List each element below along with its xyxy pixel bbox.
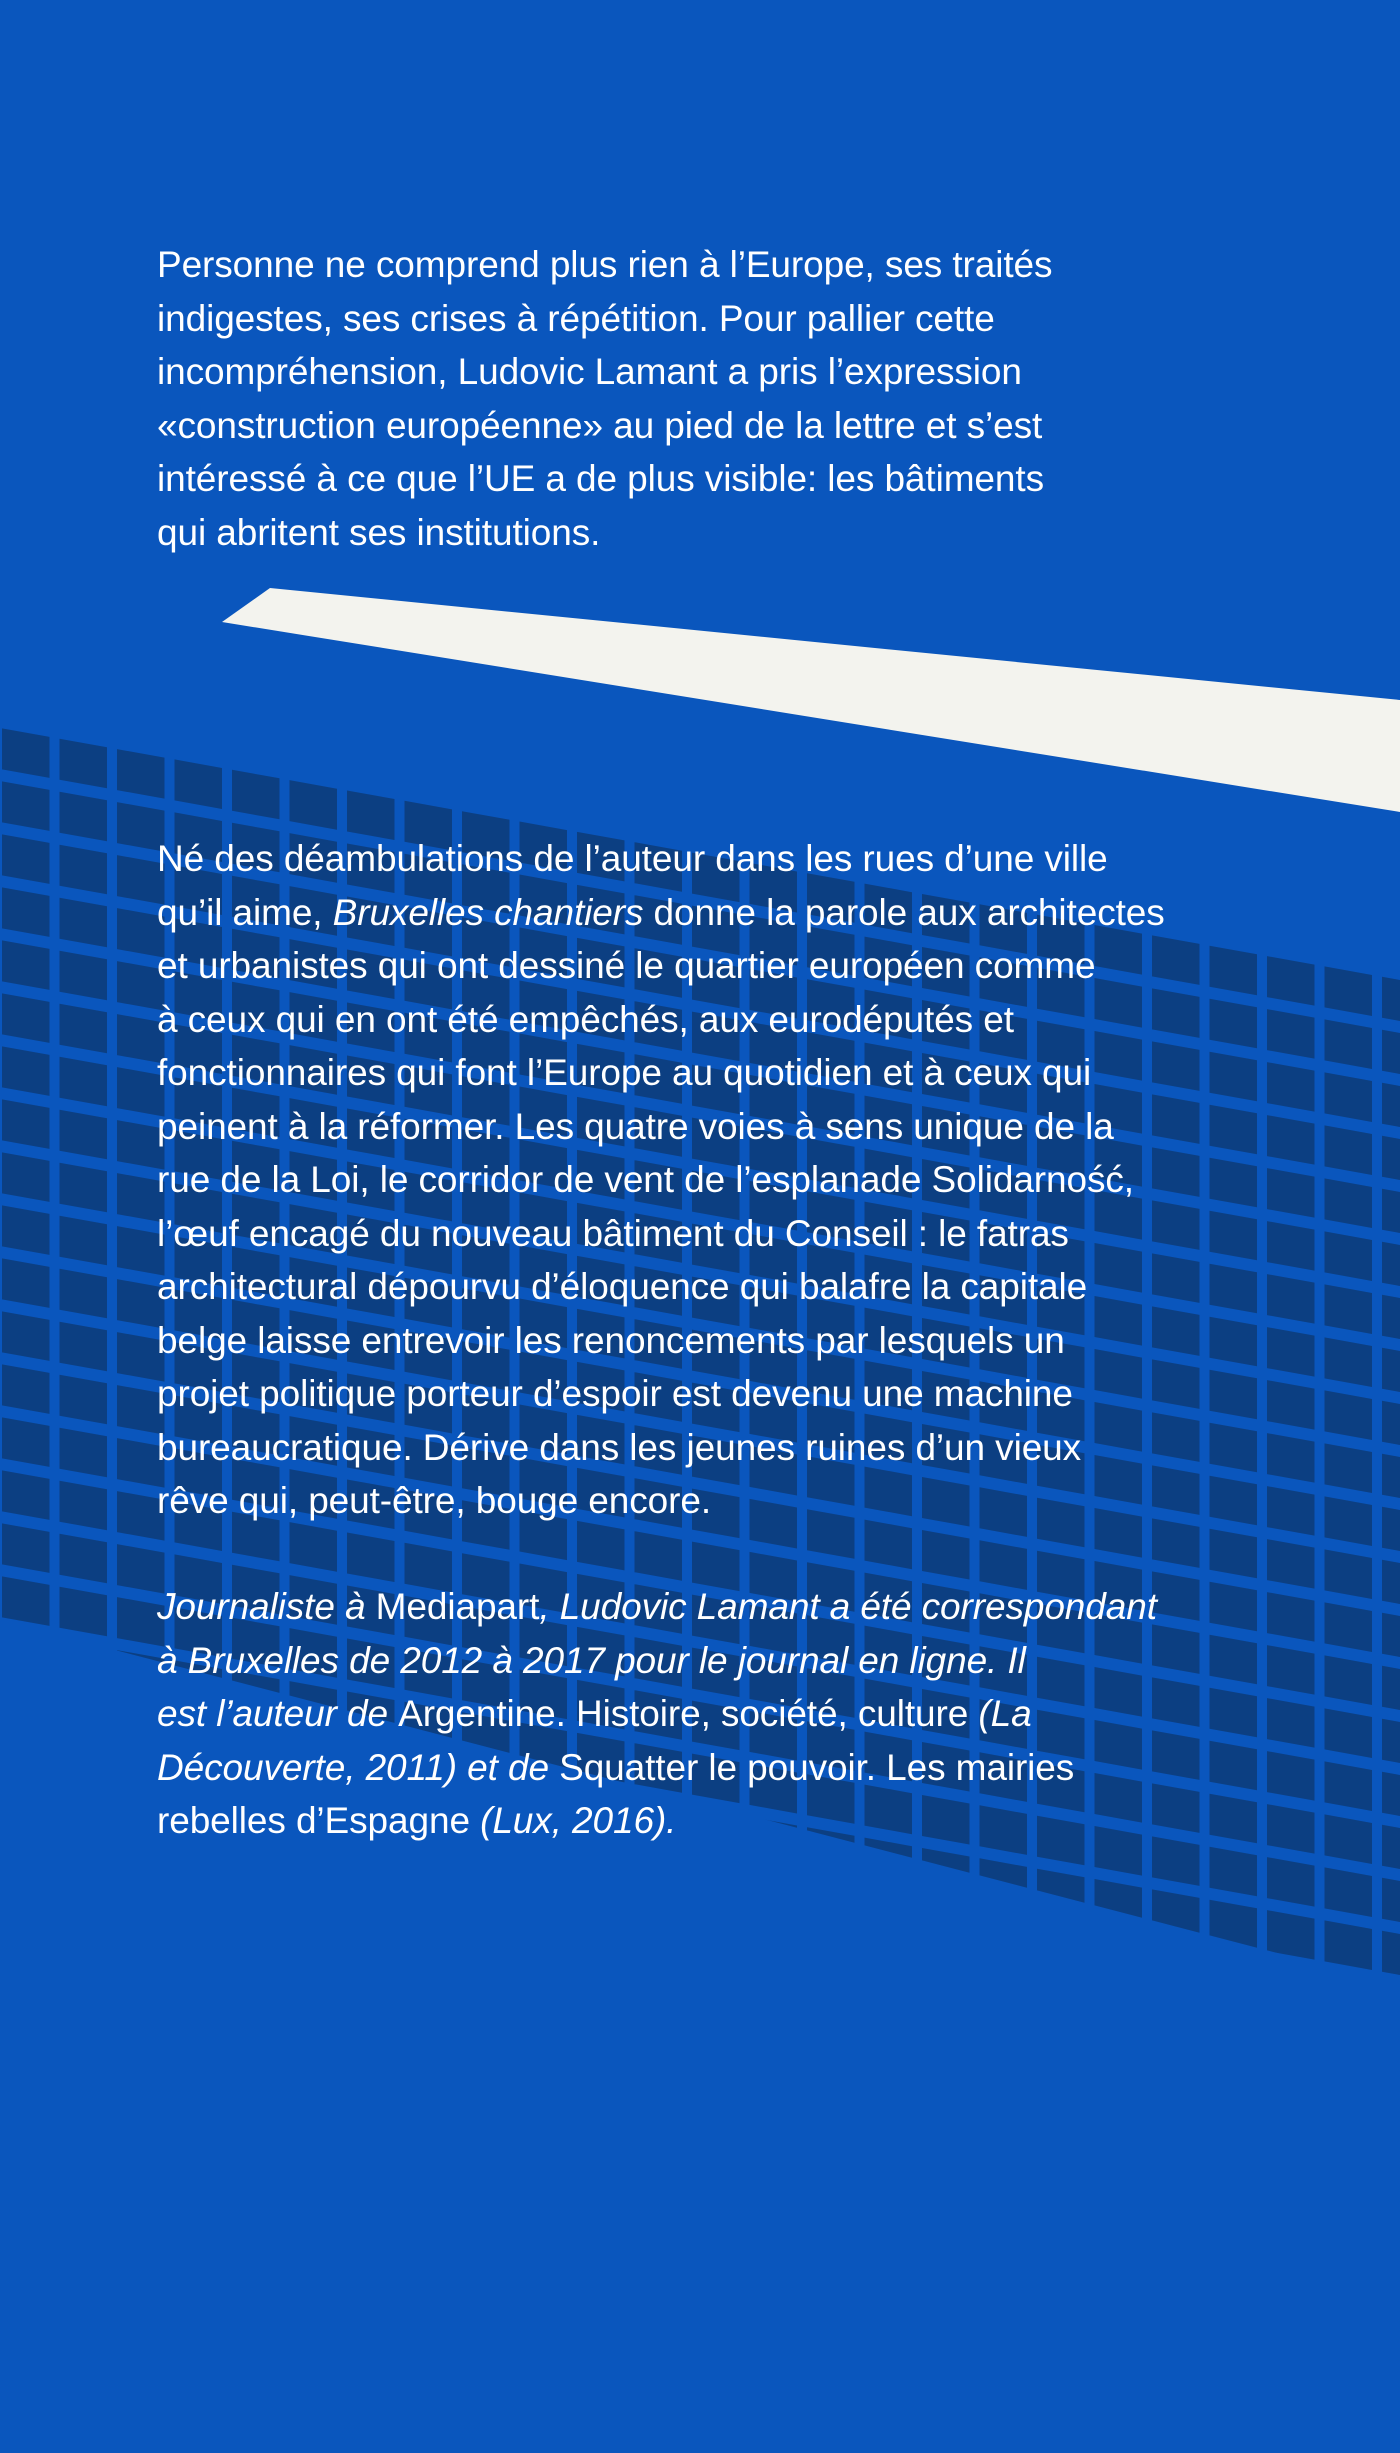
facade-window-cell [2, 993, 50, 1043]
facade-window-cell [2, 940, 50, 990]
facade-window-cell [1267, 1857, 1315, 1907]
facade-window-cell [2, 1258, 50, 1308]
bio-line [157, 1580, 1347, 1634]
facade-window-cell [60, 1163, 108, 1213]
intro-line: intéressé à ce que l’UE a de plus visible: les bâtiments [157, 458, 1044, 499]
description-line [157, 886, 1347, 940]
intro-line: indigestes, ses crises à répétition. Pour pallier cette [157, 297, 995, 339]
facade-window-cell [60, 1322, 108, 1372]
book-title: Bruxelles chantiers [332, 891, 644, 933]
description-line: Né des déambulations de l’auteur dans les rues d’une ville [157, 838, 1108, 879]
facade-window-cell [60, 1428, 108, 1478]
intro-line: Personne ne comprend plus rien à l’Europe, ses traités [157, 244, 1053, 285]
facade-window-cell [175, 759, 223, 809]
description-line: architectural dépourvu d’éloquence qui balafre la capitale [157, 1266, 1088, 1307]
facade-window-cell [2, 1523, 50, 1573]
bio-line [157, 1687, 1347, 1741]
facade-window-cell [60, 951, 108, 1001]
facade-window-cell [60, 1534, 108, 1584]
facade-window-cell [60, 845, 108, 895]
facade-window-cell [60, 1057, 108, 1107]
description-line: fonctionnaires qui font l’Europe au quotidien et à ceux qui [157, 1052, 1092, 1093]
intro-line: incompréhension, Ludovic Lamant a pris l’expression [157, 351, 1022, 392]
bio-text: Journaliste à [157, 1586, 376, 1627]
book-title: Argentine. Histoire, société, culture [398, 1693, 969, 1734]
bio-line: à Bruxelles de 2012 à 2017 pour le journal en ligne. Il [157, 1639, 1026, 1681]
facade-window-cell [2, 1364, 50, 1414]
bio-text: Découverte, 2011) et de [157, 1746, 560, 1788]
facade-window-cell [2, 1046, 50, 1096]
facade-window-cell [1325, 1867, 1373, 1917]
bio-text: est l’auteur de [157, 1693, 399, 1734]
facade-window-cell [60, 1110, 108, 1160]
facade-window-cell [60, 898, 108, 948]
bio-text: (Lux, 2016). [469, 1800, 677, 1841]
intro-line: qui abritent ses institutions. [157, 511, 601, 553]
facade-window-cell [1325, 1920, 1373, 1970]
author-bio [157, 1580, 1347, 1848]
description-line: rue de la Loi, le corridor de vent de l’esplanade Solidarność, [157, 1159, 1134, 1200]
facade-window-cell [1267, 1910, 1315, 1960]
facade-window-cell [2, 1576, 50, 1626]
facade-window-cell [2, 1099, 50, 1149]
description-line: projet politique porteur d’espoir est devenu une machine [157, 1373, 1073, 1414]
facade-window-cell [60, 1269, 108, 1319]
facade-window-cell [232, 770, 280, 820]
facade-window-cell [2, 781, 50, 831]
facade-window-cell [635, 1531, 683, 1581]
description-line: bureaucratique. Dérive dans les jeunes ruines d’un vieux [157, 1426, 1082, 1468]
facade-window-cell [117, 749, 165, 799]
facade-window-cell [1210, 1529, 1258, 1579]
facade-window-cell [60, 792, 108, 842]
intro-line: «construction européenne» au pied de la lettre et s’est [157, 404, 1043, 446]
description-text: donne la parole aux architectes [643, 891, 1165, 933]
bio-line [157, 1741, 1347, 1795]
facade-window-cell [290, 780, 338, 830]
facade-window-cell [577, 1521, 625, 1571]
intro-paragraph [157, 238, 1267, 559]
facade-window-cell [2, 887, 50, 937]
facade-window-cell [60, 1375, 108, 1425]
facade-window-cell [290, 1522, 338, 1572]
description-line: rêve qui, peut-être, bouge encore. [157, 1480, 712, 1521]
facade-window-cell [2, 1470, 50, 1520]
facade-window-cell [347, 1533, 395, 1583]
book-title: Squatter le pouvoir. Les mairies [559, 1746, 1075, 1788]
description-line: belge laisse entrevoir les renoncements par lesquels un [157, 1319, 1065, 1361]
facade-window-cell [60, 1481, 108, 1531]
facade-window-cell [2, 1417, 50, 1467]
description-line: peinent à la réformer. Les quatre voies à sens unique de la [157, 1105, 1114, 1147]
description-text: qu’il aime, [157, 891, 333, 933]
description-line: à ceux qui en ont été empêchés, aux eurodéputés et [157, 998, 1014, 1040]
description-paragraph [157, 832, 1347, 1528]
description-line: et urbanistes qui ont dessiné le quartier européen comme [157, 945, 1096, 986]
publication-name: Mediapart [375, 1586, 540, 1627]
facade-window-cell [60, 1004, 108, 1054]
facade-window-cell [2, 1311, 50, 1361]
facade-window-cell [60, 739, 108, 789]
facade-window-cell [60, 1216, 108, 1266]
facade-window-cell [2, 1152, 50, 1202]
facade-window-cell [2, 834, 50, 884]
facade-window-cell [1210, 1847, 1258, 1897]
bio-line [157, 1794, 1347, 1848]
facade-window-cell [60, 1587, 108, 1637]
book-title: rebelles d’Espagne [157, 1800, 470, 1841]
bio-text: , Ludovic Lamant a été correspondant [539, 1586, 1157, 1627]
bio-text: (La [968, 1693, 1032, 1734]
facade-window-cell [2, 1205, 50, 1255]
facade-window-cell [922, 1530, 970, 1580]
facade-window-cell [2, 728, 50, 778]
description-line: l’œuf encagé du nouveau bâtiment du Conseil : le fatras [157, 1212, 1069, 1254]
